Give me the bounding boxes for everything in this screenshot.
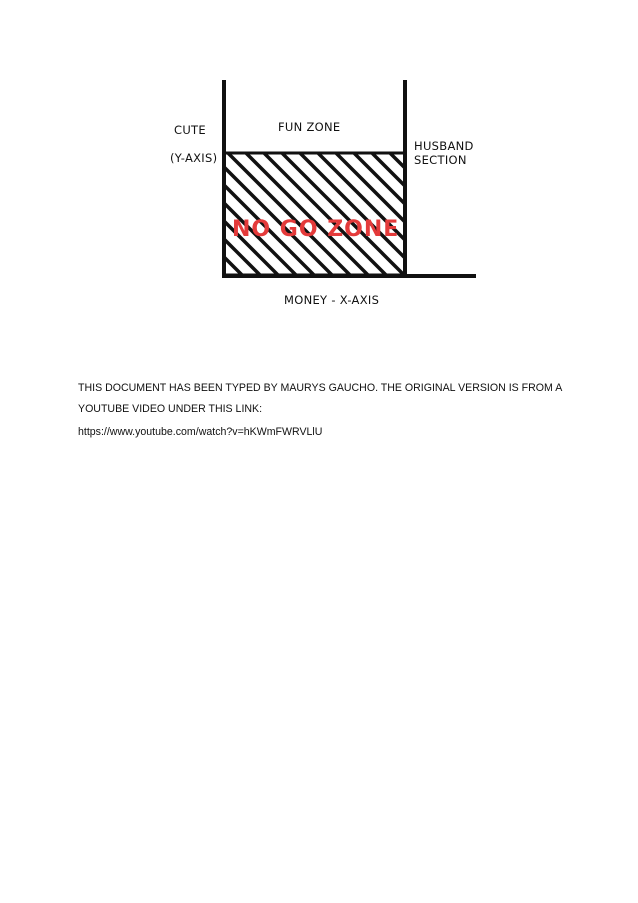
- hatch-line: [372, 153, 494, 275]
- no-go-zone-hatching: [102, 153, 638, 275]
- hatch-line: [336, 153, 458, 275]
- hatch-line: [462, 153, 584, 275]
- hatch-line: [174, 153, 296, 275]
- hatch-line: [138, 153, 260, 275]
- note-line-2: YOUTUBE VIDEO UNDER THIS LINK:: [78, 403, 263, 415]
- hatch-line: [210, 153, 332, 275]
- hatch-line: [516, 153, 638, 275]
- hatch-line: [246, 153, 368, 275]
- y-axis-label-cute: CUTE: [174, 123, 206, 137]
- hatch-line: [426, 153, 548, 275]
- hatch-line: [192, 153, 314, 275]
- document-note: [78, 378, 568, 443]
- husband-label: HUSBAND: [414, 139, 474, 153]
- y-axis-label-y-axis: (Y-AXIS): [170, 151, 218, 165]
- zone-diagram: [0, 0, 638, 340]
- hatch-line: [318, 153, 440, 275]
- hatch-line: [480, 153, 602, 275]
- fun-zone-label: FUN ZONE: [278, 120, 341, 134]
- hatch-line: [354, 153, 476, 275]
- hatch-line: [102, 153, 224, 275]
- hatch-line: [390, 153, 512, 275]
- hatch-line: [498, 153, 620, 275]
- hatch-line: [264, 153, 386, 275]
- youtube-link[interactable]: https://www.youtube.com/watch?v=hKWmFWRVLlU: [78, 426, 323, 438]
- x-axis-label: MONEY - X-AXIS: [284, 293, 380, 307]
- section-label: SECTION: [414, 153, 467, 167]
- zone-diagram-svg: [0, 0, 638, 340]
- hatch-line: [282, 153, 404, 275]
- hatch-line: [444, 153, 566, 275]
- hatch-line: [228, 153, 350, 275]
- hatch-line: [156, 153, 278, 275]
- no-go-zone-label: NO GO ZONE: [232, 217, 400, 242]
- hatch-line: [408, 153, 530, 275]
- note-line-1: THIS DOCUMENT HAS BEEN TYPED BY MAURYS GAUCHO. THE ORIGINAL VERSION IS FROM A: [78, 382, 563, 394]
